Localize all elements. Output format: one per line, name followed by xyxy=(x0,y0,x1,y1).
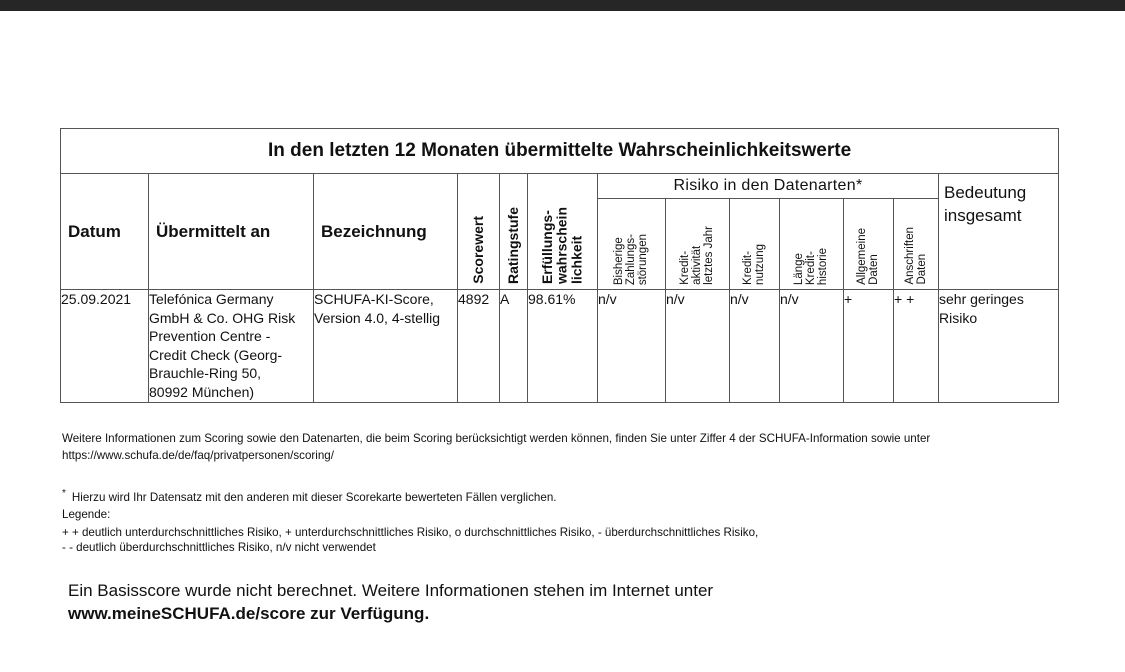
cell-bezeichnung: SCHUFA-KI-Score, Version 4.0, 4-stellig xyxy=(314,290,458,403)
basisscore-note xyxy=(68,580,713,626)
cell-bedeutung: sehr geringes Risiko xyxy=(939,290,1059,403)
footnote-mark: * xyxy=(62,488,66,499)
header-risiko-kreditnutzung: Kredit- nutzung xyxy=(742,244,767,285)
cell-risiko-zahlungsstoerungen: n/v xyxy=(598,290,666,403)
legende-line-1: + + deutlich unterdurchschnittliches Risiko, + unterdurchschnittliches Risiko, o durchschnittliches Risiko, - überdurchschnittliches Risiko, xyxy=(62,526,759,539)
cell-erfuellung: 98.61% xyxy=(528,290,598,403)
header-risiko-cell-6 xyxy=(894,199,939,290)
info-note xyxy=(62,430,1112,465)
table-title: In den letzten 12 Monaten übermittelte Wahrscheinlichkeitswerte xyxy=(61,129,1059,174)
table-row xyxy=(61,290,1059,403)
probability-values-table xyxy=(60,128,1059,403)
header-bezeichnung: Bezeichnung xyxy=(314,174,458,290)
header-risiko-group: Risiko in den Datenarten* xyxy=(598,174,939,199)
footnote-block xyxy=(62,486,1112,524)
header-risiko-cell-1 xyxy=(598,199,666,290)
header-risiko-cell-5 xyxy=(844,199,894,290)
header-risiko-zahlungsstoerungen: Bisherige Zahlungs- störungen xyxy=(613,233,650,285)
header-ratingstufe: Ratingstufe xyxy=(505,207,522,284)
header-erfuellungswahrscheinlichkeit: Erfüllungs- wahrschein lichkeit xyxy=(539,206,585,284)
legende-label: Legende: xyxy=(62,508,111,522)
basisscore-line-2 xyxy=(68,603,713,626)
header-risiko-cell-4 xyxy=(780,199,844,290)
header-risiko-kreditaktivitaet: Kredit- aktivität letztes Jahr xyxy=(679,226,716,285)
cell-ratingstufe: A xyxy=(500,290,528,403)
header-risiko-cell-3 xyxy=(730,199,780,290)
legende-block xyxy=(62,525,1112,555)
legende-line-2: - - deutlich überdurchschnittliches Risiko, n/v nicht verwendet xyxy=(62,541,376,555)
header-bedeutung: Bedeutung insgesamt xyxy=(939,174,1059,290)
cell-datum: 25.09.2021 xyxy=(61,290,149,403)
header-risiko-anschriften-daten: Anschriften Daten xyxy=(903,227,928,285)
header-scorewert-cell xyxy=(458,174,500,290)
basisscore-line-1: Ein Basisscore wurde nicht berechnet. Weitere Informationen stehen im Internet unter xyxy=(68,581,714,600)
header-scorewert: Scorewert xyxy=(470,216,487,284)
info-text: Weitere Informationen zum Scoring sowie den Datenarten, die beim Scoring berücksichtigt werden können, finden Sie unter Ziffer 4 der SCHUFA-Information sowie unter xyxy=(62,432,931,445)
cell-risiko-kredithistorie: n/v xyxy=(780,290,844,403)
footnote-text: Hierzu wird Ihr Datensatz mit den anderen mit dieser Scorekarte bewerteten Fällen verglichen. xyxy=(71,490,557,504)
header-risiko-allgemeine-daten: Allgemeine Daten xyxy=(856,228,881,285)
cell-risiko-kreditaktivitaet: n/v xyxy=(666,290,730,403)
footnote xyxy=(62,486,1112,506)
header-risiko-cell-2 xyxy=(666,199,730,290)
cell-risiko-kreditnutzung: n/v xyxy=(730,290,780,403)
top-bar xyxy=(0,0,1125,11)
header-risiko-kredithistorie: Länge Kredit- historie xyxy=(793,247,830,285)
meineschufa-link[interactable]: www.meineSCHUFA.de/score xyxy=(68,603,306,623)
cell-risiko-allgemeine-daten: + xyxy=(844,290,894,403)
info-url: https://www.schufa.de/de/faq/privatpersonen/scoring/ xyxy=(62,449,334,463)
header-erfuellung-cell xyxy=(528,174,598,290)
cell-scorewert: 4892 xyxy=(458,290,500,403)
header-datum: Datum xyxy=(61,174,149,290)
basisscore-line-2-rest: zur Verfügung. xyxy=(305,603,430,623)
header-uebermittelt-an: Übermittelt an xyxy=(149,174,314,290)
cell-uebermittelt-an: Telefónica Germany GmbH & Co. OHG Risk Prevention Centre - Credit Check (Georg- Brauchle-Ring 50, 80992 München) xyxy=(149,290,314,403)
cell-risiko-anschriften-daten: + + xyxy=(894,290,939,403)
header-ratingstufe-cell xyxy=(500,174,528,290)
